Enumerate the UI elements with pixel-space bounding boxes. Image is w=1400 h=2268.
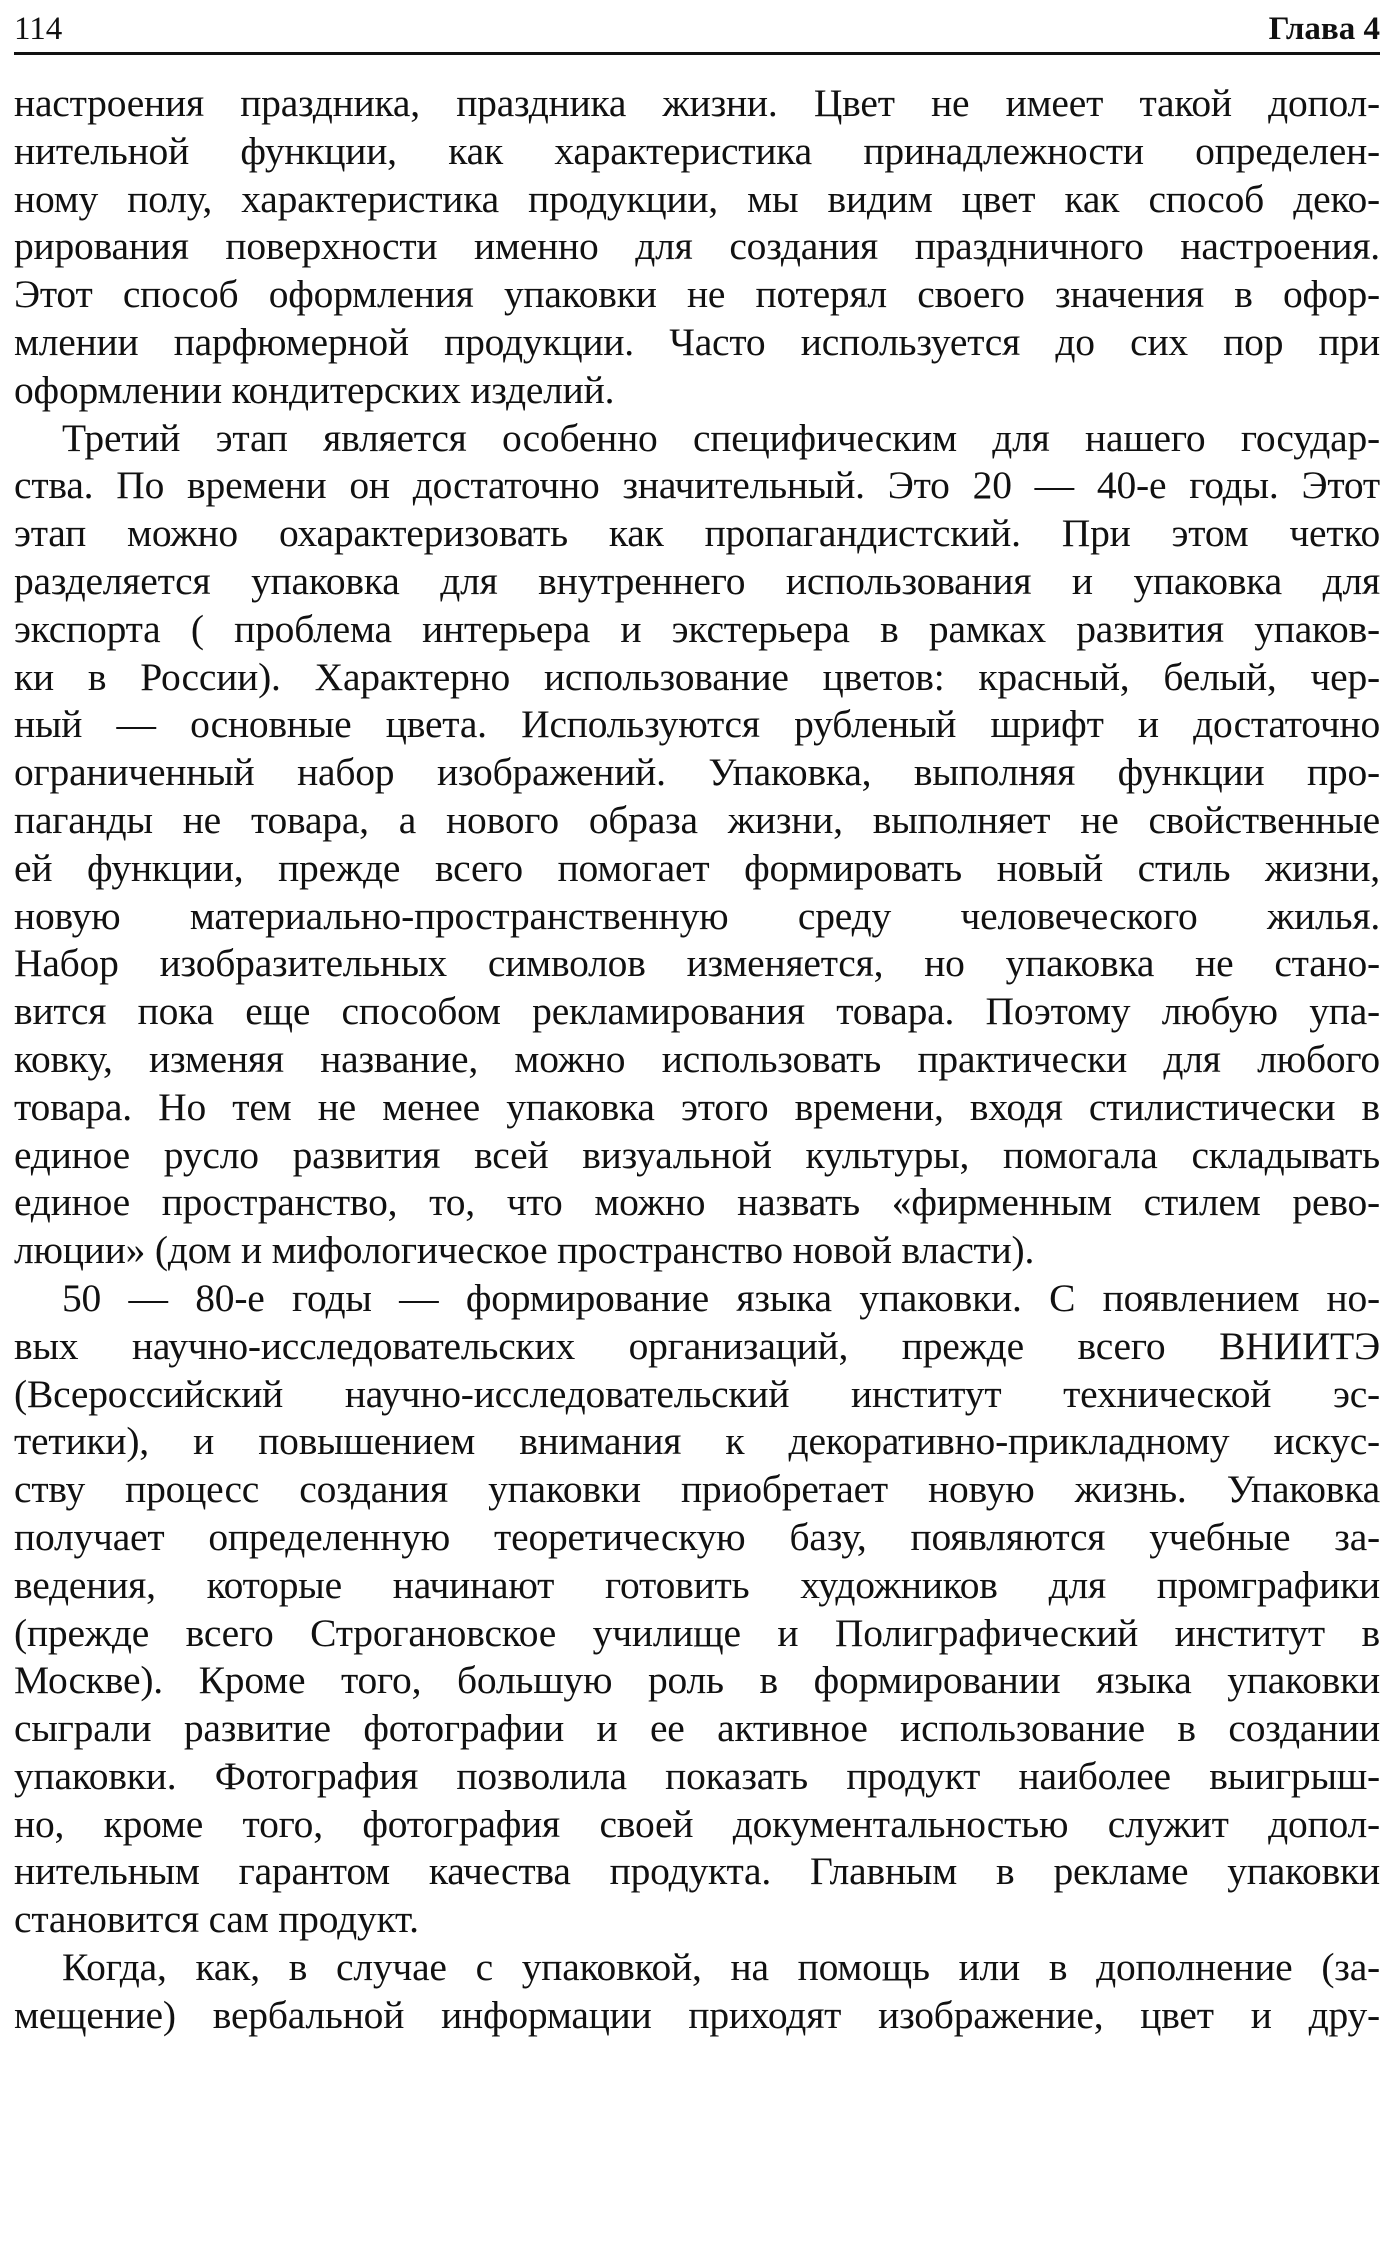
book-page	[14, 0, 1380, 2268]
text-line: оформлении кондитерских изделий.	[14, 367, 615, 412]
text-line: товара. Но тем не менее упаковка этого времени, входя стилистически в	[14, 1084, 1380, 1129]
text-line: Третий этап является особенно специфическим для нашего государ-	[62, 415, 1380, 460]
page-number: 114	[14, 11, 63, 47]
text-line: получает определенную теоретическую базу, появляются учебные за-	[14, 1514, 1380, 1559]
text-line: Этот способ оформления упаковки не потерял своего значения в офор-	[14, 272, 1380, 317]
text-line: ный — основные цвета. Используются рубленый шрифт и достаточно	[14, 702, 1380, 747]
text-line: Когда, как, в случае с упаковкой, на помощь или в дополнение (за-	[62, 1945, 1380, 1990]
text-line: ству процесс создания упаковки приобретает новую жизнь. Упаковка	[14, 1467, 1380, 1512]
text-line: ей функции, прежде всего помогает формировать новый стиль жизни,	[14, 845, 1380, 890]
text-line: мещение) вербальной информации приходят изображение, цвет и дру-	[14, 1992, 1380, 2037]
text-line: разделяется упаковка для внутреннего использования и упаковка для	[14, 558, 1380, 603]
text-line: экспорта ( проблема интерьера и экстерьера в рамках развития упаков-	[14, 606, 1380, 651]
text-line: ведения, которые начинают готовить художников для промграфики	[14, 1562, 1380, 1607]
text-line: нительной функции, как характеристика принадлежности определен-	[14, 128, 1380, 173]
text-line: единое пространство, то, что можно назвать «фирменным стилем рево-	[14, 1180, 1380, 1225]
text-line: (Всероссийский научно-исследовательский институт технической эс-	[14, 1371, 1380, 1416]
text-line: становится сам продукт.	[14, 1897, 419, 1942]
text-line: единое русло развития всей визуальной культуры, помогала складывать	[14, 1132, 1380, 1177]
text-line: люции» (дом и мифологическое пространство новой власти).	[14, 1228, 1035, 1273]
text-line: этап можно охарактеризовать как пропагандистский. При этом четко	[14, 511, 1380, 556]
text-line: настроения праздника, праздника жизни. Цвет не имеет такой допол-	[14, 81, 1380, 125]
text-line: упаковки. Фотография позволила показать продукт наиболее выигрыш-	[14, 1753, 1380, 1798]
text-line: сыграли развитие фотографии и ее активное использование в создании	[14, 1706, 1380, 1751]
text-line: нительным гарантом качества продукта. Главным в рекламе упаковки	[14, 1849, 1380, 1894]
text-line: вых научно-исследовательских организаций, прежде всего ВНИИТЭ	[14, 1323, 1380, 1368]
text-line: ограниченный набор изображений. Упаковка, выполняя функции про-	[14, 750, 1380, 795]
text-line: вится пока еще способом рекламирования товара. Поэтому любую упа-	[14, 989, 1380, 1034]
text-line: Москве). Кроме того, большую роль в формировании языка упаковки	[14, 1658, 1380, 1703]
text-line: паганды не товара, а нового образа жизни, выполняет не свойственные	[14, 797, 1380, 842]
text-line: Набор изобразительных символов изменяется, но упаковка не стано-	[14, 941, 1380, 986]
text-line: ки в России). Характерно использование цветов: красный, белый, чер-	[14, 654, 1380, 699]
body-text	[14, 80, 1380, 2040]
text-line: ства. По времени он достаточно значительный. Это 20 — 40-е годы. Этот	[14, 463, 1380, 508]
running-head	[14, 6, 1380, 55]
text-line: млении парфюмерной продукции. Часто используется до сих пор при	[14, 319, 1380, 364]
text-line: 50 — 80-е годы — формирование языка упаковки. С появлением но-	[62, 1275, 1380, 1320]
text-line: но, кроме того, фотография своей документальностью служит допол-	[14, 1801, 1380, 1846]
chapter-title: Глава 4	[1268, 11, 1380, 47]
text-line: рирования поверхности именно для создания праздничного настроения.	[14, 224, 1380, 269]
text-line: ковку, изменяя название, можно использовать практически для любого	[14, 1036, 1380, 1081]
text-line: новую материально-пространственную среду человеческого жилья.	[14, 893, 1380, 938]
text-line: тетики), и повышением внимания к декоративно-прикладному искус-	[14, 1419, 1380, 1464]
text-line: ному полу, характеристика продукции, мы видим цвет как способ деко-	[14, 176, 1380, 221]
text-line: (прежде всего Строгановское училище и Полиграфический институт в	[14, 1610, 1380, 1655]
